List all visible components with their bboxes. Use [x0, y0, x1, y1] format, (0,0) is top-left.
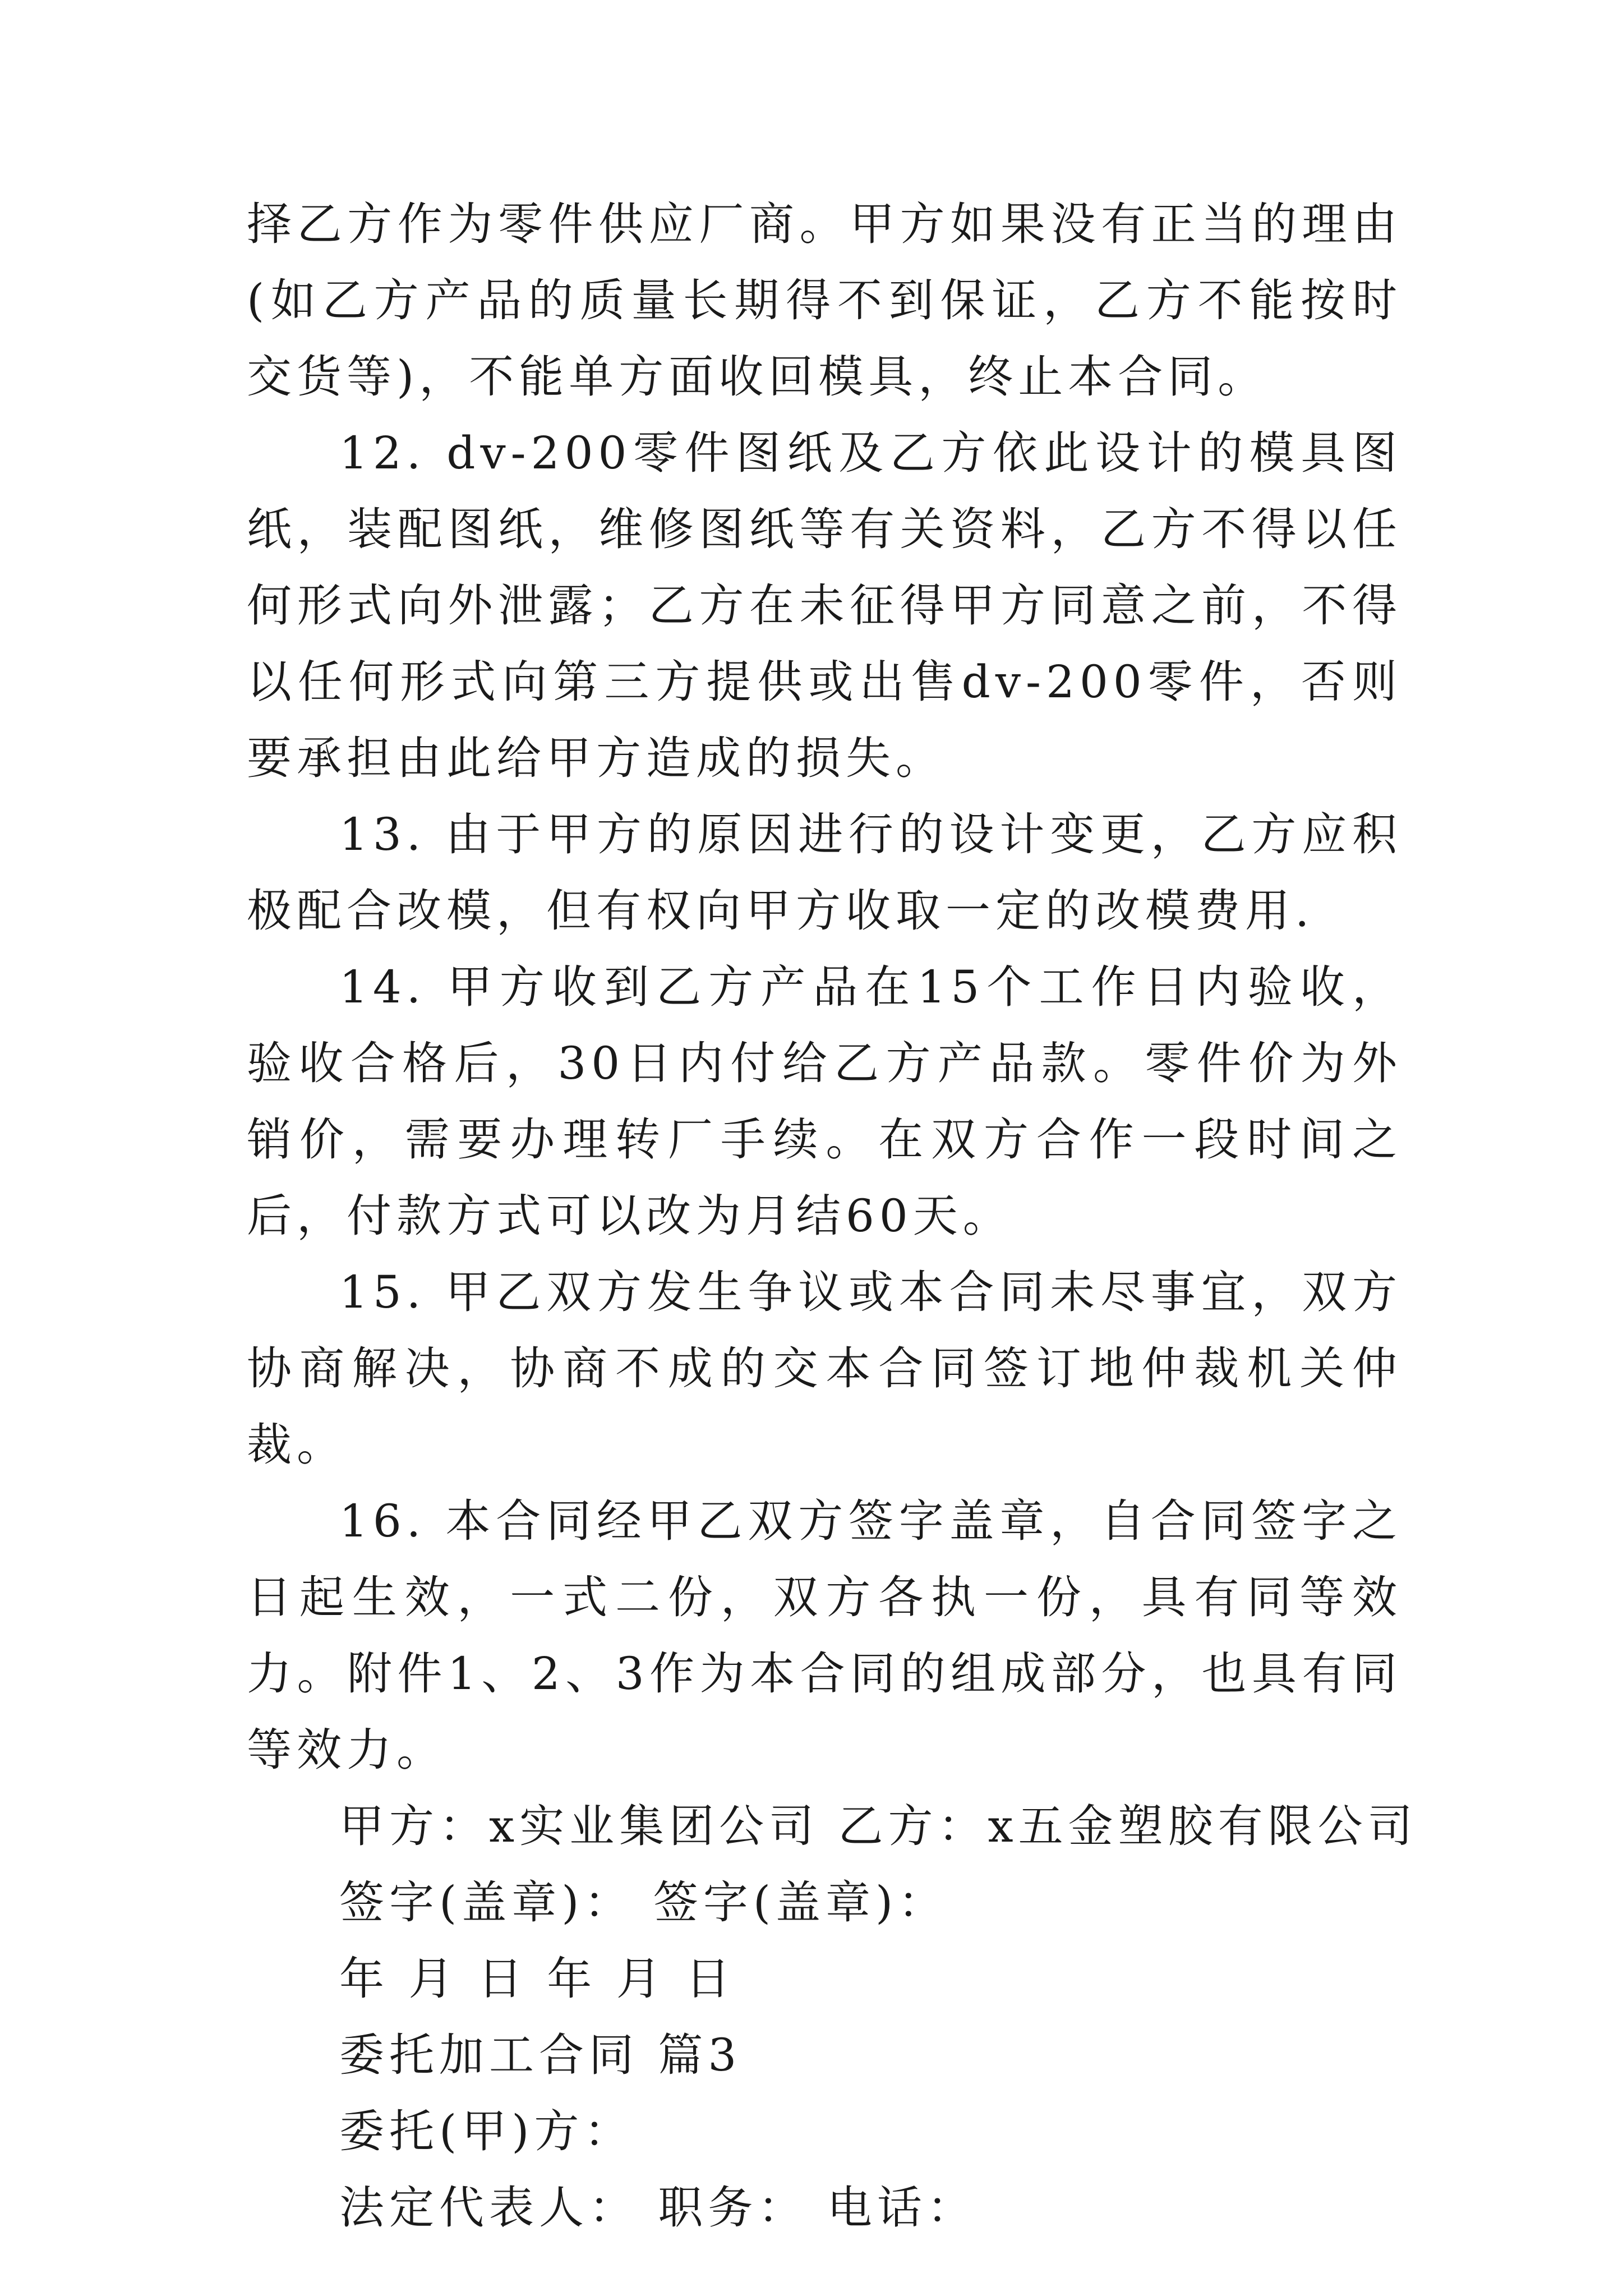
clause-15: 15. 甲乙双方发生争议或本合同未尽事宜，双方协商解决，协商不成的交本合同签订地仲裁机关仲裁。: [247, 1266, 1402, 1471]
contract-heading: 委托加工合同 篇3: [339, 2029, 742, 2081]
clause-16: 16. 本合同经甲乙双方签字盖章，自合同签字之日起生效，一式二份，双方各执一份，具有同等效力。附件1、2、3作为本合同的组成部分，也具有同等效力。: [247, 1495, 1402, 1776]
entrusting-party-line: 委托(甲)方：: [339, 2105, 634, 2157]
date-line: 年 月 日 年 月 日: [339, 1953, 736, 2005]
party-names-line: 甲方：x实业集团公司 乙方：x五金塑胶有限公司: [339, 1800, 1418, 1852]
contract-body: [247, 186, 1418, 2246]
signature-seal-line: 签字(盖章)： 签字(盖章)：: [339, 1876, 948, 1929]
paragraph-continued: 择乙方作为零件供应厂商。甲方如果没有正当的理由(如乙方产品的质量长期得不到保证，乙方不能按时交货等)，不能单方面收回模具，终止本合同。: [247, 198, 1402, 403]
clause-13: 13. 由于甲方的原因进行的设计变更，乙方应积极配合改模，但有权向甲方收取一定的改模费用.: [247, 808, 1402, 937]
legal-representative-line: 法定代表人： 职务： 电话：: [339, 2182, 977, 2234]
clause-14: 14. 甲方收到乙方产品在15个工作日内验收，验收合格后，30日内付给乙方产品款。零件价为外销价，需要办理转厂手续。在双方合作一段时间之后，付款方式可以改为月结60天。: [247, 961, 1402, 1242]
clause-12: 12. dv-200零件图纸及乙方依此设计的模具图纸，装配图纸，维修图纸等有关资料，乙方不得以任何形式向外泄露；乙方在未征得甲方同意之前，不得以任何形式向第三方提供或出售dv-200零件，否则要承担由此给甲方造成的损失。: [247, 427, 1402, 784]
